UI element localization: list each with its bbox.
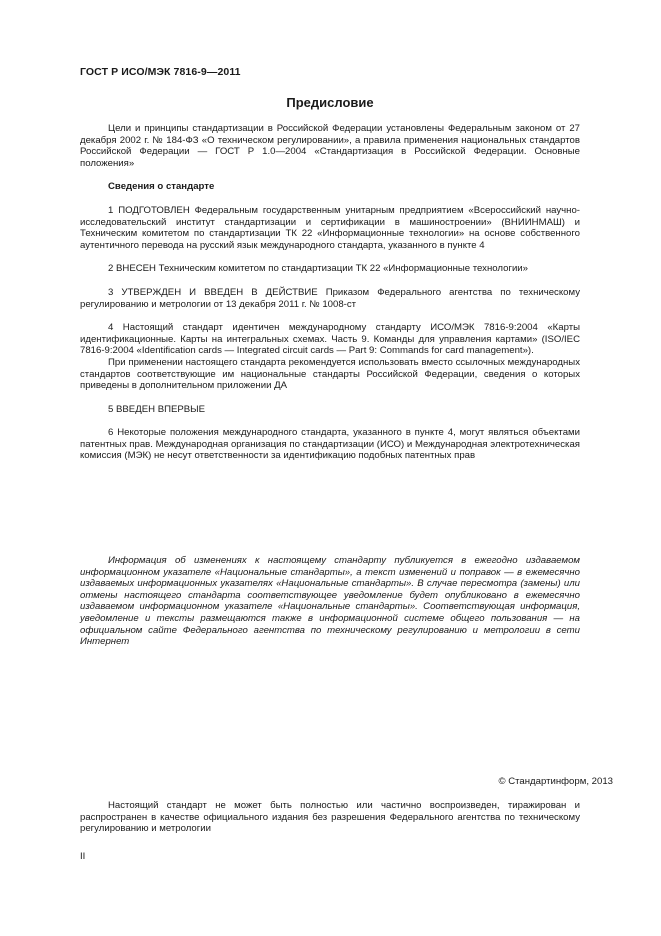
page-number: II: [80, 851, 86, 862]
legal-paragraph: Настоящий стандарт не может быть полностью или частично воспроизведен, тиражирован и распространен в качестве официального издания без разрешения Федерального агентства по техническому регулированию и метрологии: [80, 800, 580, 835]
notice-paragraph: Информация об изменениях к настоящему стандарту публикуется в ежегодно издаваемом информационном указателе «Национальные стандарты», а текст изменений и поправок — в ежемесячно издаваемых информационных указателях «Национальные стандарты». В случае пересмотра (замены) или отмены настоящего стандарта соответствующее уведомление будет опубликовано в ежемесячно издаваемом информационном указателе «Национальные стандарты». Соответствующая информация, уведомление и тексты размещаются также в информационной системе общего пользования — на официальном сайте Федерального агентства по техническому регулированию и метрологии в сети Интернет: [80, 555, 580, 648]
subheading: Сведения о стандарте: [108, 181, 215, 193]
item-4-continuation: При применении настоящего стандарта рекомендуется использовать вместо ссылочных международных стандартов соответствующие им национальные стандарты Российской Федерации, сведения о которых приведены в дополнительном приложении ДА: [80, 356, 580, 392]
item-1-paragraph: 1 ПОДГОТОВЛЕН Федеральным государственным унитарным предприятием «Всероссийский научно-исследовательский институт стандартизации и сертификации в машиностроении» (ВНИИНМАШ) и Техническим комитетом по стандартизации ТК 22 «Информационные технологии» на основе собственного аутентичного перевода на русский язык международного стандарта, указанного в пункте 4: [80, 204, 580, 251]
item-5-paragraph: 5 ВВЕДЕН ВПЕРВЫЕ: [108, 403, 206, 415]
item-6-paragraph: 6 Некоторые положения международного стандарта, указанного в пункте 4, могут являться объектами патентных прав. Международная организация по стандартизации (ИСО) и Международная электротехническая комиссия (МЭК) не несут ответственности за идентификацию подобных патентных прав: [80, 427, 580, 462]
item-4-paragraph: 4 Настоящий стандарт идентичен международному стандарту ИСО/МЭК 7816-9:2004 «Карты идентификационные. Карты на интегральных схемах. Часть 9. Команды для управления картами» (ISO/IEC 7816-9:2004 «Identification cards — Integrated circuit cards — Part 9: Commands for card management»).: [80, 322, 580, 357]
standard-code: ГОСТ Р ИСО/МЭК 7816-9—2011: [80, 66, 241, 78]
foreword-body: [80, 123, 580, 462]
intro-paragraph: Цели и принципы стандартизации в Российской Федерации установлены Федеральным законом от 27 декабря 2002 г. № 184-ФЗ «О техническом регулировании», а правила применения национальных стандартов Российской Федерации — ГОСТ Р 1.0—2004 «Стандартизация в Российской Федерации. Основные положения»: [80, 123, 580, 169]
item-2-paragraph: 2 ВНЕСЕН Техническим комитетом по стандартизации ТК 22 «Информационные технологии»: [108, 263, 528, 275]
changes-notice: [80, 555, 580, 648]
legal-notice: [80, 800, 580, 835]
copyright: © Стандартинформ, 2013: [498, 776, 613, 787]
item-3-paragraph: 3 УТВЕРЖДЕН И ВВЕДЕН В ДЕЙСТВИЕ Приказом Федерального агентства по техническому регулированию и метрологии от 13 декабря 2011 г. № 1008-ст: [80, 286, 580, 310]
page-title: Предисловие: [286, 95, 374, 110]
